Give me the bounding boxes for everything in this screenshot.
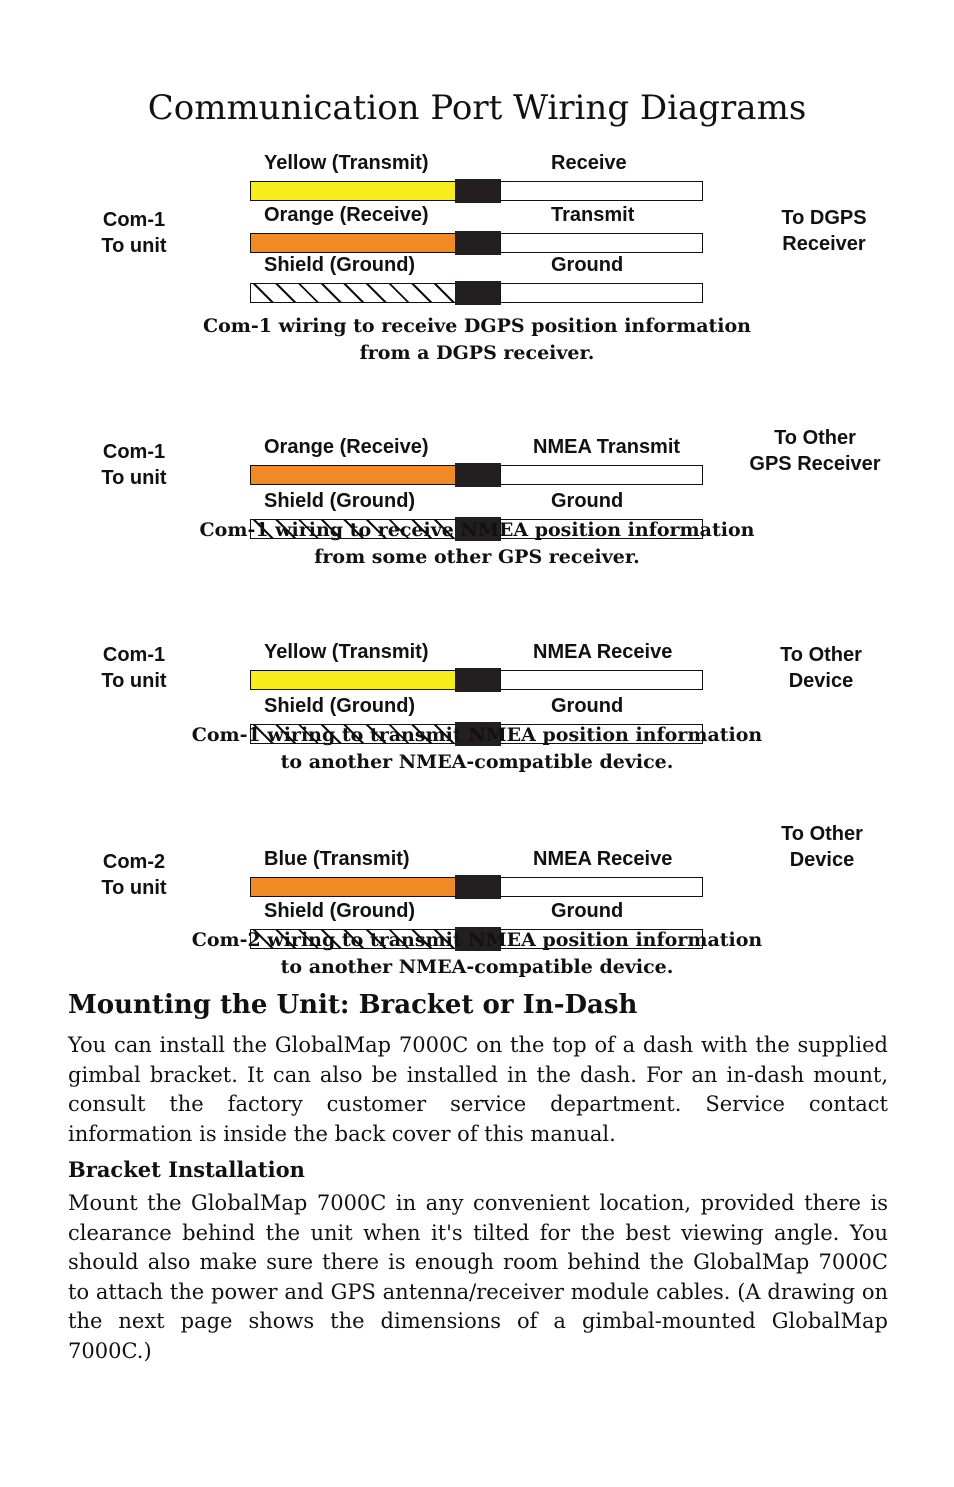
wire-splice [455,231,501,255]
wire-splice [455,281,501,305]
caption-line: to another NMEA-compatible device. [280,956,674,978]
wire-color-label: Shield (Ground) [264,695,416,717]
mounting-heading: Mounting the Unit: Bracket or In-Dash [68,990,638,1020]
destination-device-label: To Other Device [780,644,862,692]
device-wire [500,465,703,485]
caption-line: Com-1 wiring to receive DGPS position information [203,315,751,337]
wire-color-label: Orange (Receive) [264,204,429,226]
caption-line: to another NMEA-compatible device. [280,751,674,773]
wire-splice [455,463,501,487]
mounting-intro-paragraph: You can install the GlobalMap 7000C on the top of a dash with the supplied gimbal bracket. It can also be installed in the dash. For an in-dash mount, consult the factory customer service department. Service contact information is inside the back cover of this manual. [68,1033,888,1146]
wire-color-label: Shield (Ground) [264,254,416,276]
caption-line: from some other GPS receiver. [314,546,640,568]
unit-port-label: Com-2 To unit [101,851,167,899]
wire-splice [455,875,501,899]
wire-function-label: Ground [551,490,624,512]
device-wire [500,877,703,897]
device-wire [500,181,703,201]
destination-device-label: To Other GPS Receiver [749,427,881,475]
signal-wire [250,233,460,253]
wire-function-label: Ground [551,254,624,276]
device-wire [500,233,703,253]
signal-wire [250,465,460,485]
diagram-caption [0,722,954,776]
wire-color-label: Blue (Transmit) [264,848,410,870]
wire-function-label: Ground [551,900,624,922]
destination-device-label: To DGPS Receiver [781,207,867,255]
wire-function-label: Ground [551,695,624,717]
caption-line: Com-1 wiring to receive NMEA position information [199,519,755,541]
caption-line: from a DGPS receiver. [359,342,595,364]
diagram-caption [0,927,954,981]
page-title: Communication Port Wiring Diagrams [147,88,807,128]
wire-function-label: Receive [551,152,627,174]
wire-function-label: Transmit [551,204,635,226]
signal-wire [250,670,460,690]
signal-wire [250,877,460,897]
diagram-caption [0,313,954,367]
wire-splice [455,668,501,692]
shield-wire [250,283,460,303]
wire-color-label: Yellow (Transmit) [264,641,429,663]
unit-port-label: Com-1 To unit [101,644,167,692]
caption-line: Com-2 wiring to transmit NMEA position information [191,929,763,951]
wire-color-label: Shield (Ground) [264,490,416,512]
wire-color-label: Orange (Receive) [264,436,429,458]
unit-port-label: Com-1 To unit [101,441,167,489]
diagram-caption [0,517,954,571]
device-wire [500,283,703,303]
wire-color-label: Yellow (Transmit) [264,152,429,174]
destination-device-label: To Other Device [781,823,863,871]
wire-function-label: NMEA Transmit [533,436,681,458]
wire-color-label: Shield (Ground) [264,900,416,922]
bracket-installation-heading: Bracket Installation [68,1157,305,1182]
device-wire [500,670,703,690]
wire-function-label: NMEA Receive [533,848,673,870]
bracket-installation-paragraph: Mount the GlobalMap 7000C in any convenient location, provided there is clearance behind the unit when it's tilted for the best viewing angle. You should also make sure there is enough room behind the GlobalMap 7000C to attach the power and GPS antenna/receiver module cables. (A drawing on the next page shows the dimensions of a gimbal-mounted GlobalMap 7000C.) [68,1191,888,1363]
caption-line: Com-1 wiring to transmit NMEA position information [191,724,763,746]
signal-wire [250,181,460,201]
wire-splice [455,179,501,203]
wire-function-label: NMEA Receive [533,641,673,663]
unit-port-label: Com-1 To unit [101,209,167,257]
